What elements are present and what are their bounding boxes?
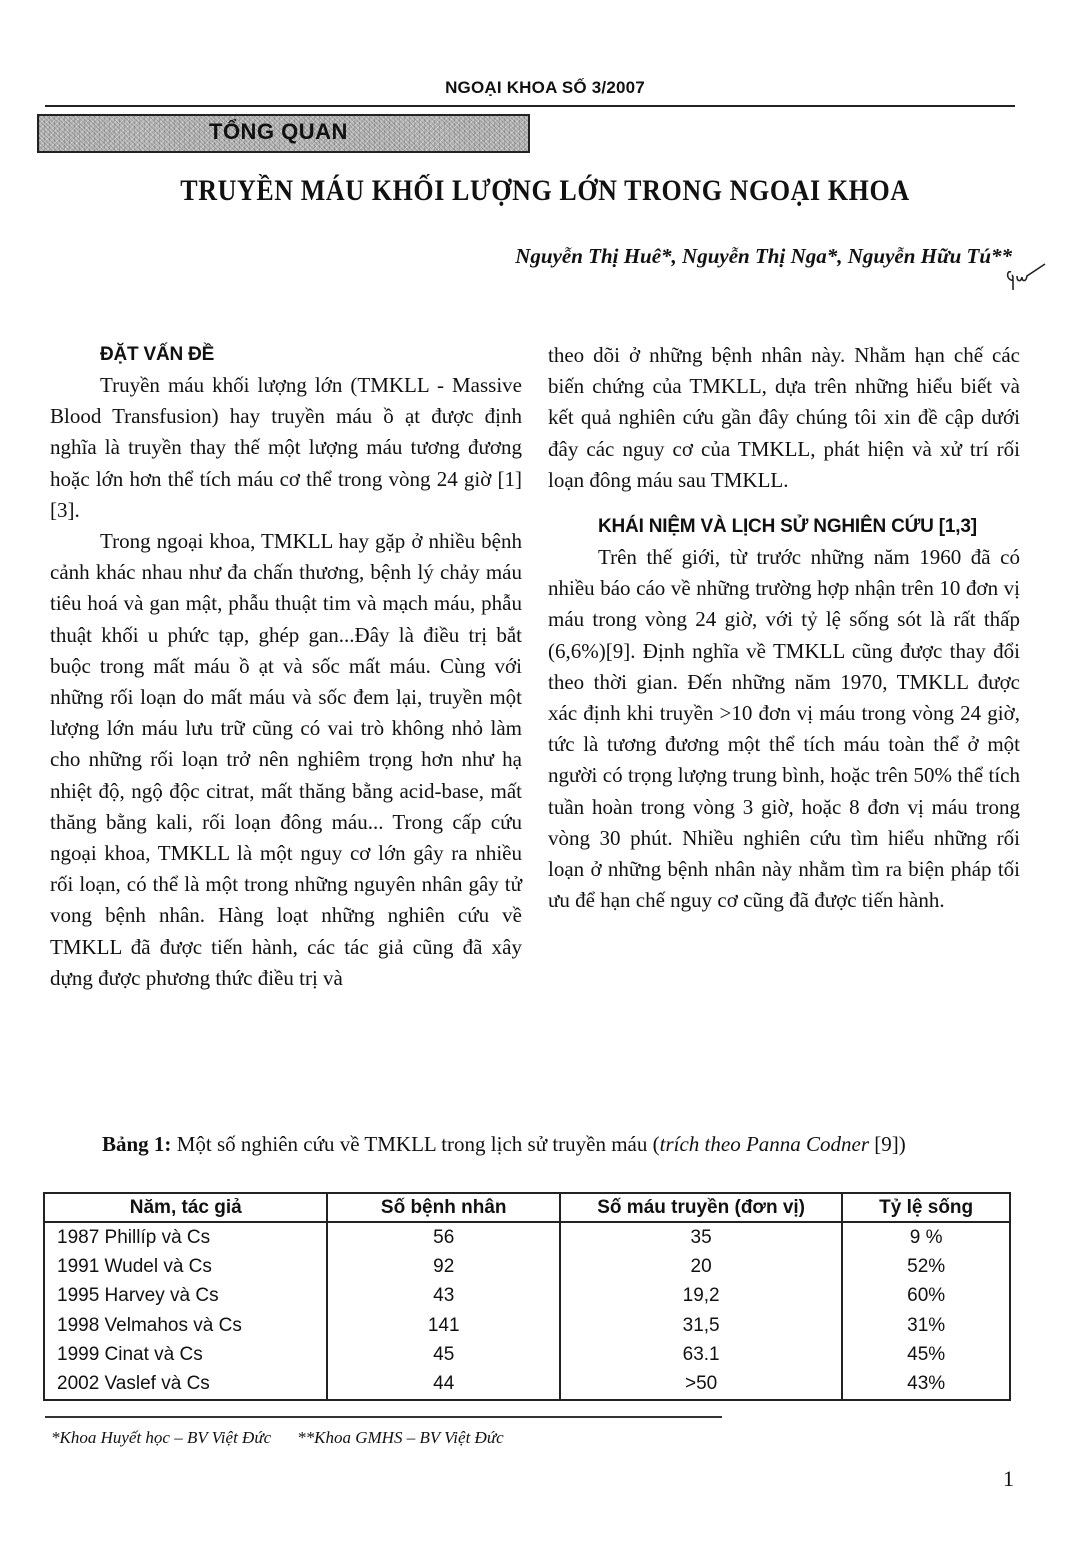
cell-patients: 43	[327, 1282, 559, 1311]
cell-patients: 56	[327, 1222, 559, 1252]
journal-header: NGOẠI KHOA SỐ 3/2007	[445, 78, 645, 97]
table-row	[44, 1340, 1010, 1369]
cell-patients: 45	[327, 1340, 559, 1369]
heading-dat-van-de: ĐẶT VẤN ĐỀ	[100, 344, 215, 365]
cell-survival: 45%	[842, 1340, 1010, 1369]
left-column	[50, 340, 522, 994]
footnote-affiliation-2: **Khoa GMHS – BV Việt Đức	[297, 1428, 504, 1447]
table-row	[44, 1282, 1010, 1311]
footnote-affiliation-1: *Khoa Huyết học – BV Việt Đức	[51, 1428, 272, 1447]
cell-patients: 92	[327, 1252, 559, 1281]
table-caption-ref: [9])	[869, 1132, 906, 1156]
cell-survival: 31%	[842, 1311, 1010, 1340]
column-header-units: Số máu truyền (đơn vị)	[560, 1193, 842, 1222]
studies-table	[43, 1192, 1011, 1401]
section-banner-label: TỔNG QUAN	[209, 119, 348, 144]
paragraph-intro: Truyền máu khối lượng lớn (TMKLL - Massive Blood Transfusion) hay truyền máu ồ ạt được định nghĩa là truyền thay thế một lượng máu tương đương hoặc lớn hơn thể tích máu cơ thể trong vòng 24 giờ [1][3].	[50, 373, 522, 522]
header-rule	[45, 105, 1015, 107]
table-row	[44, 1222, 1010, 1252]
heading-khai-niem: KHÁI NIỆM VÀ LỊCH SỬ NGHIÊN CỨU [1,3]	[598, 516, 977, 538]
cell-units: 31,5	[560, 1311, 842, 1340]
page-number: 1	[1003, 1466, 1014, 1491]
article-authors: Nguyễn Thị Huê*, Nguyễn Thị Nga*, Nguyễn Hữu Tú**	[515, 244, 1012, 268]
paragraph-continuation: theo dõi ở những bệnh nhân này. Nhằm hạn chế các biến chứng của TMKLL, dựa trên những hiểu biết và kết quả nghiên cứu gần đây chúng tôi xin đề cập dưới đây các nguy cơ của TMKLL, phát hiện và xử trí rối loạn đông máu sau TMKLL.	[548, 343, 1020, 492]
table-caption-source: trích theo Panna Codner	[659, 1132, 870, 1156]
footnotes	[51, 1428, 504, 1448]
table-caption	[45, 1128, 1010, 1160]
article-title: TRUYỀN MÁU KHỐI LƯỢNG LỚN TRONG NGOẠI KHOA	[180, 174, 910, 207]
column-header-year-author: Năm, tác giả	[44, 1193, 327, 1222]
column-header-patients: Số bệnh nhân	[327, 1193, 559, 1222]
cell-units: 20	[560, 1252, 842, 1281]
cell-survival: 43%	[842, 1369, 1010, 1399]
right-column	[548, 340, 1020, 916]
cell-year-author: 2002 Vaslef và Cs	[44, 1369, 327, 1399]
cell-units: 63.1	[560, 1340, 842, 1369]
cell-survival: 52%	[842, 1252, 1010, 1281]
cell-year-author: 1991 Wudel và Cs	[44, 1252, 327, 1281]
cell-year-author: 1995 Harvey và Cs	[44, 1282, 327, 1311]
table-row	[44, 1252, 1010, 1281]
table-row	[44, 1311, 1010, 1340]
table-header-row	[44, 1193, 1010, 1222]
cell-survival: 60%	[842, 1282, 1010, 1311]
footnote-rule	[45, 1416, 722, 1418]
cell-patients: 141	[327, 1311, 559, 1340]
table-caption-label: Bảng 1:	[102, 1132, 172, 1156]
table-caption-text: Một số nghiên cứu về TMKLL trong lịch sử truyền máu (	[171, 1132, 660, 1156]
cell-year-author: 1987 Phillíp và Cs	[44, 1222, 327, 1252]
signature-icon	[1005, 262, 1047, 296]
cell-survival: 9 %	[842, 1222, 1010, 1252]
cell-units: 35	[560, 1222, 842, 1252]
table-row	[44, 1369, 1010, 1399]
cell-patients: 44	[327, 1369, 559, 1399]
cell-units: 19,2	[560, 1282, 842, 1311]
column-header-survival: Tỷ lệ sống	[842, 1193, 1010, 1222]
paragraph-surgery: Trong ngoại khoa, TMKLL hay gặp ở nhiều bệnh cảnh khác nhau như đa chấn thương, bệnh lý chảy máu tiêu hoá và gan mật, phẫu thuật tim và mạch máu, phẫu thuật khối u phức tạp, ghép gan...Đây là điều trị bắt buộc trong mất máu ồ ạt và sốc mất máu. Cùng với những rối loạn do mất máu và sốc đem lại, truyền một lượng lớn máu lưu trữ cũng có vai trò không nhỏ làm cho những rối loạn trở nên nghiêm trọng hơn như hạ nhiệt độ, ngộ độc citrat, mất thăng bằng acid-base, mất thăng bằng kali, rối loạn đông máu... Trong cấp cứu ngoại khoa, TMKLL là một nguy cơ lớn gây ra nhiều rối loạn, có thể là một trong những nguyên nhân gây tử vong bệnh nhân. Hàng loạt những nghiên cứu về TMKLL đã được tiến hành, các tác giả cũng đã xây dựng được phương thức điều trị và	[50, 529, 522, 990]
cell-year-author: 1998 Velmahos và Cs	[44, 1311, 327, 1340]
cell-year-author: 1999 Cinat và Cs	[44, 1340, 327, 1369]
section-banner	[37, 114, 530, 153]
cell-units: >50	[560, 1369, 842, 1399]
paragraph-history: Trên thế giới, từ trước những năm 1960 đã có nhiều báo cáo về những trường hợp nhận trên 10 đơn vị máu trong vòng 24 giờ, với tỷ lệ sống sót là rất thấp (6,6%)[9]. Định nghĩa về TMKLL cũng được thay đổi theo thời gian. Đến những năm 1970, TMKLL được xác định khi truyền >10 đơn vị máu trong vòng 24 giờ, tức là tương đương một thể tích máu toàn thể ở một người có trọng lượng trung bình, hoặc trên 50% thể tích tuần hoàn trong vòng 3 giờ, hoặc 8 đơn vị máu trong vòng 30 phút. Nhiều nghiên cứu tìm hiểu những rối loạn ở những bệnh nhân này nhằm tìm ra biện pháp tối ưu để hạn chế nguy cơ cũng đã được tiến hành.	[548, 545, 1020, 913]
